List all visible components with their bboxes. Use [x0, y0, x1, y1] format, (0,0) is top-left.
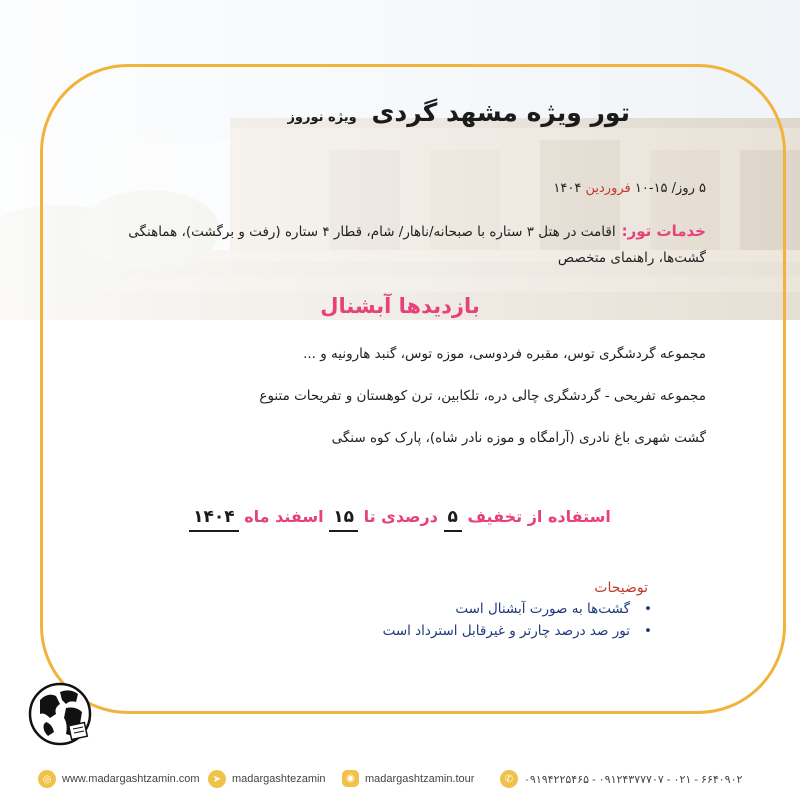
instagram-link[interactable]: [342, 770, 474, 787]
note-item: • تور صد درصد چارتر و غیرقابل استرداد است: [308, 620, 630, 642]
title-subtitle: ویژه نوروز: [287, 110, 357, 125]
instagram-text: madargashtzamin.tour: [365, 772, 475, 785]
telegram-text: madargashtezamin: [232, 773, 326, 785]
tour-dates: [553, 181, 706, 196]
phone-info: [500, 770, 742, 788]
footer-bar: [0, 770, 800, 794]
phone-icon: ✆: [500, 770, 518, 788]
services-text: اقامت در هتل ۳ ستاره با صبحانه/ناهار/ شام، قطار ۴ ستاره (رفت و برگشت)، هماهنگی گشت‌ها، راهنمای متخصص: [128, 224, 706, 266]
title-main: تور ویژه مشهد گردی: [371, 98, 630, 127]
telegram-link[interactable]: [208, 770, 326, 788]
visit-item: مجموعه تفریحی - گردشگری چالی دره، تلکابین، ترن کوهستان و تفریحات متنوع: [259, 388, 706, 404]
dates-prefix: ۵ روز/ ۱۵-۱۰: [634, 181, 706, 196]
notes-section: [308, 580, 648, 642]
notes-title: توضیحات: [594, 580, 648, 596]
dates-month: فروردین: [585, 181, 631, 196]
offer-percent: ۵: [444, 507, 462, 532]
visits-heading: بازدیدها آبشنال: [320, 294, 480, 318]
offer-text-1: استفاده از تخفیف: [467, 507, 611, 526]
instagram-icon: ◉: [342, 770, 359, 787]
services-label: خدمات تور:: [621, 222, 706, 240]
web-icon: ◎: [38, 770, 56, 788]
dates-year: ۱۴۰۴: [553, 181, 582, 196]
phone-text: ۰۹۱۹۴۲۲۵۴۶۵ - ۰۹۱۲۴۳۷۷۷۰۷ - ۰۲۱ - ۶۶۴۰۹۰۲: [524, 773, 743, 786]
note-item: • گشت‌ها به صورت آبشنال است: [308, 598, 630, 620]
website-link[interactable]: [38, 770, 200, 788]
offer-text-3: اسفند ماه: [244, 507, 324, 526]
visit-item: مجموعه گردشگری توس، مقبره فردوسی، موزه توس، گنبد هارونیه و ...: [303, 346, 706, 362]
globe-logo: [26, 680, 98, 752]
discount-offer: [0, 507, 800, 527]
page-title: [287, 98, 630, 127]
visit-item: گشت شهری باغ نادری (آرامگاه و موزه نادر شاه)، پارک کوه سنگی: [331, 430, 706, 446]
website-text: www.madargashtzamin.com: [62, 773, 200, 785]
offer-text-2: درصدی تا: [363, 507, 438, 526]
services-paragraph: [92, 218, 706, 271]
notes-list: [308, 598, 648, 642]
offer-day: ۱۵: [329, 507, 358, 532]
offer-year: ۱۴۰۴: [189, 507, 239, 532]
telegram-icon: ➤: [208, 770, 226, 788]
